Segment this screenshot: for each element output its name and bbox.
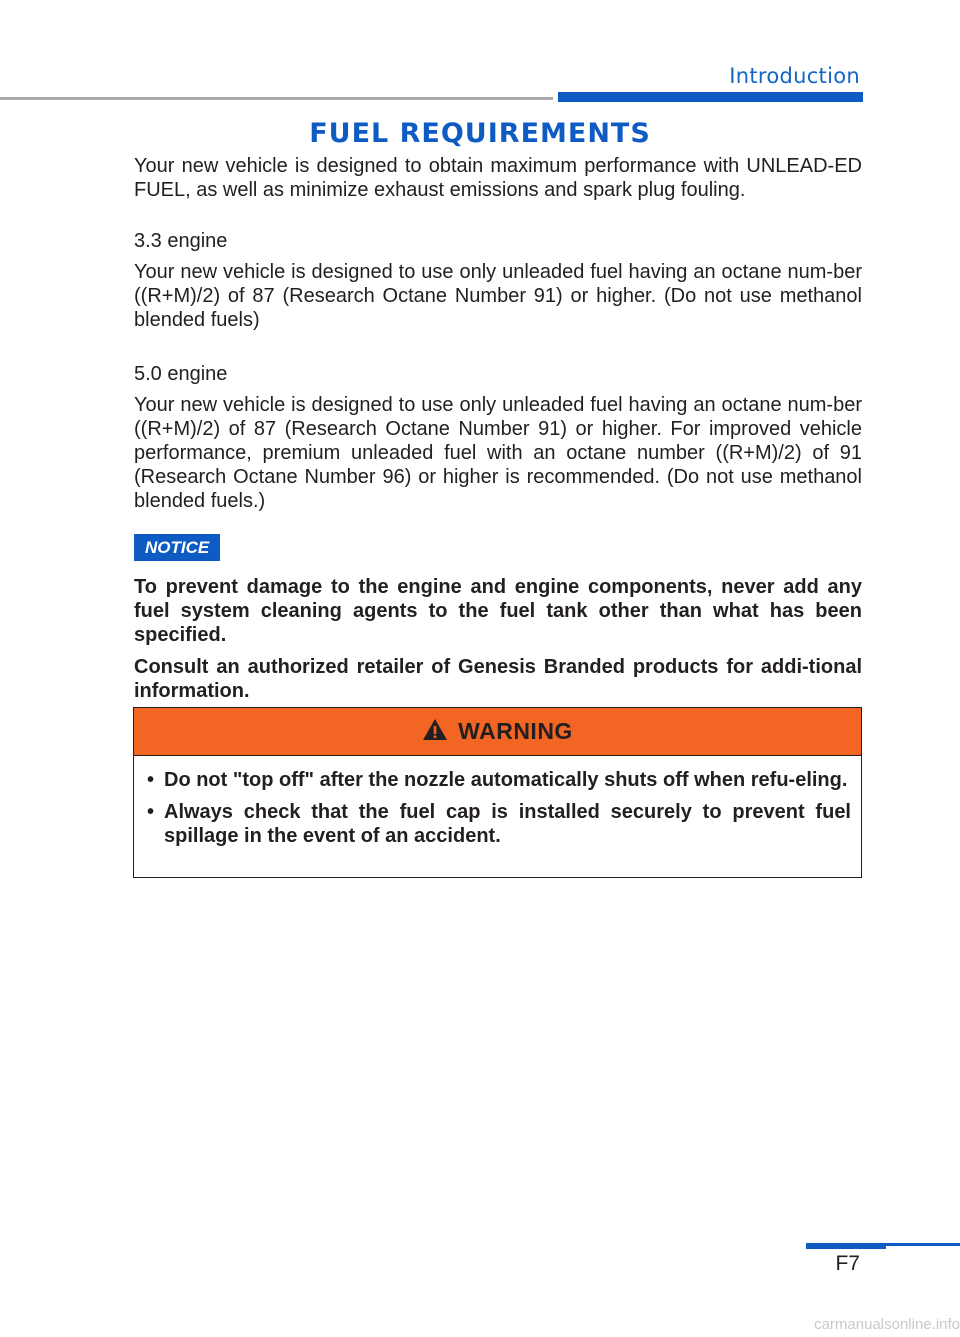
engine-50-heading: 5.0 engine bbox=[134, 363, 228, 385]
warning-list bbox=[134, 756, 861, 848]
warning-item bbox=[144, 800, 851, 848]
engine-33-paragraph: Your new vehicle is designed to use only unleaded fuel having an octane num-ber ((R+M)/2) of 87 (Research Octane Number 91) or higher. (Do not use methanol blended fuels) bbox=[134, 261, 862, 331]
warning-item-text: Always check that the fuel cap is installed securely to prevent fuel spillage in the event of an accident. bbox=[164, 801, 851, 847]
header-rule-grey bbox=[0, 97, 553, 100]
engine-33-heading: 3.3 engine bbox=[134, 230, 228, 252]
footer-rule bbox=[886, 1243, 960, 1246]
warning-box bbox=[133, 707, 862, 878]
page-number: F7 bbox=[835, 1252, 860, 1275]
bullet: • bbox=[147, 769, 155, 791]
warning-item bbox=[144, 768, 851, 792]
warning-item-text: Do not "top off" after the nozzle automatically shuts off when refu-eling. bbox=[164, 769, 848, 791]
bullet: • bbox=[147, 801, 155, 823]
intro-paragraph: Your new vehicle is designed to obtain maximum performance with UNLEAD-ED FUEL, as well as minimize exhaust emissions and spark plug fouling. bbox=[134, 155, 862, 201]
page-title: FUEL REQUIREMENTS bbox=[309, 118, 651, 149]
notice-paragraph: Consult an authorized retailer of Genesis Branded products for addi-tional information. bbox=[134, 656, 862, 702]
notice-badge: NOTICE bbox=[134, 534, 220, 561]
warning-title: WARNING bbox=[458, 718, 573, 744]
header-rule-blue bbox=[558, 92, 863, 102]
warning-header bbox=[134, 708, 861, 756]
engine-50-paragraph: Your new vehicle is designed to use only unleaded fuel having an octane num-ber ((R+M)/2) of 87 (Research Octane Number 91) or higher. For improved vehicle performance, premium unleaded fuel with an octane number ((R+M)/2) of 91 (Research Octane Number 96) or higher is recommended. (Do not use methanol blended fuels.) bbox=[134, 394, 862, 512]
section-label: Introduction bbox=[729, 64, 860, 88]
body-content bbox=[134, 154, 862, 703]
warning-triangle-icon bbox=[422, 718, 448, 746]
watermark: carmanualsonline.info bbox=[814, 1316, 960, 1333]
notice-paragraph: To prevent damage to the engine and engine components, never add any fuel system cleaning agents to the fuel tank other than what has been specified. bbox=[134, 576, 862, 646]
footer-rule bbox=[806, 1243, 886, 1249]
